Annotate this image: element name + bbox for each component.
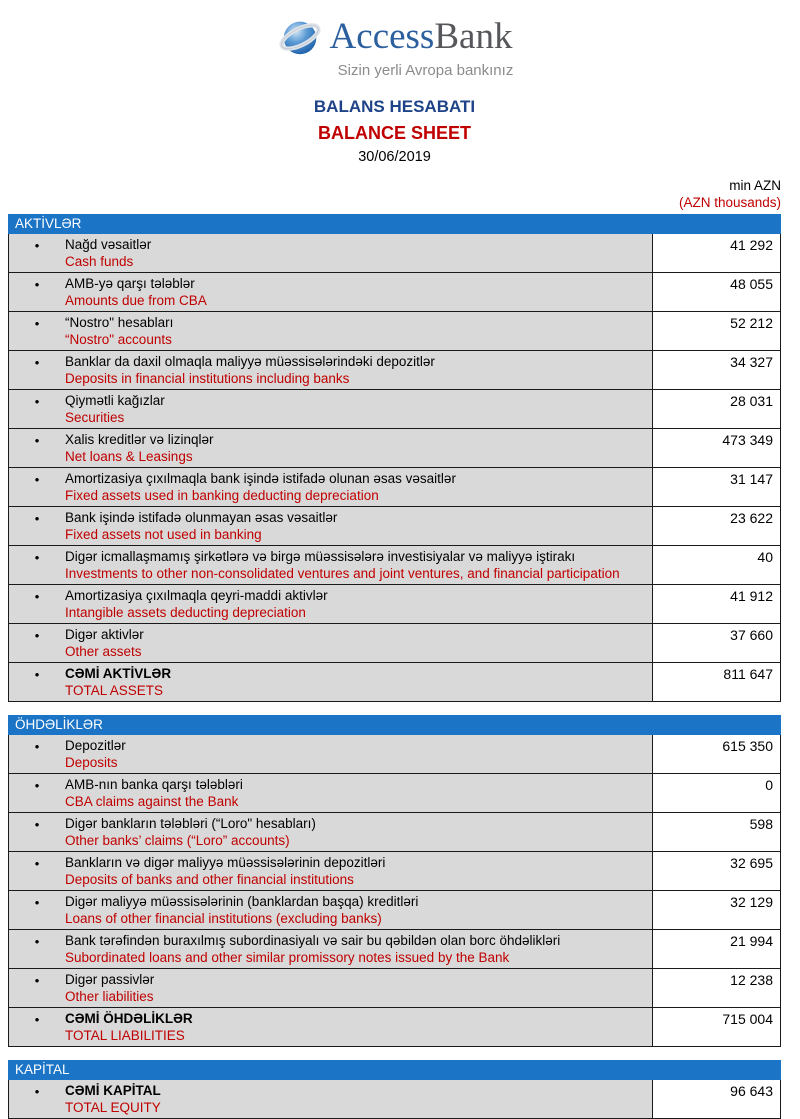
bullet-icon: • [34,628,40,643]
row-texts [65,470,648,504]
row-texts [65,509,648,543]
row-label-english: Cash funds [65,254,134,269]
row-label-cell [9,852,652,890]
bullet-icon: • [34,394,40,409]
row-label-english: TOTAL LIABILITIES [65,1028,185,1043]
bullet-icon: • [34,355,40,370]
row-texts [65,776,648,810]
row-label-azerbaijani: Digər icmallaşmamış şirkətlərə və birgə müəssisələrə investisiyalar və maliyyə iştirakı [65,549,576,564]
row-value: 598 [652,813,780,851]
unit-label-azerbaijani: min AZN [729,178,781,193]
row-label-cell [9,1008,652,1046]
row-label-azerbaijani: Amortizasiya çıxılmaqla qeyri-maddi aktivlər [65,588,328,603]
row-label-azerbaijani: Digər aktivlər [65,627,144,642]
row-label-english: Subordinated loans and other similar promissory notes issued by the Bank [65,950,510,965]
row-label-english: Fixed assets used in banking deducting depreciation [65,488,379,503]
bullet-icon: • [34,667,40,682]
table-row [9,272,780,311]
table-row [9,968,780,1007]
row-label-azerbaijani: Banklar da daxil olmaqla maliyyə müəssisələrindəki depozitlər [65,354,435,369]
row-texts [65,587,648,621]
row-texts [65,854,648,888]
bullet-icon: • [34,778,40,793]
row-texts [65,275,648,309]
brand-tagline: Sizin yerli Avropa bankınız [337,62,514,79]
row-label-english: Net loans & Leasings [65,449,193,464]
section-body [8,1080,781,1119]
report-date: 30/06/2019 [358,149,431,165]
row-value: 28 031 [652,390,780,428]
section-2 [8,1060,781,1119]
row-label-english: Securities [65,410,125,425]
table-row [9,773,780,812]
row-label-english: “Nostro" accounts [65,332,172,347]
row-label-english: CBA claims against the Bank [65,794,239,809]
row-value: 0 [652,774,780,812]
row-label-cell [9,468,652,506]
bullet-icon: • [34,739,40,754]
bullet-icon: • [34,895,40,910]
row-label-azerbaijani: CƏMİ AKTİVLƏR [65,666,172,681]
row-label-cell [9,891,652,929]
table-row [9,389,780,428]
table-row [9,428,780,467]
bullet-icon: • [34,589,40,604]
table-row [9,584,780,623]
row-texts [65,815,648,849]
row-value: 96 643 [652,1080,780,1118]
row-label-azerbaijani: AMB-yə qarşı tələblər [65,276,195,291]
row-label-english: Other liabilities [65,989,154,1004]
table-row [9,506,780,545]
table-row [9,234,780,272]
row-label-azerbaijani: Qiymətli kağızlar [65,393,165,408]
bullet-icon: • [34,1012,40,1027]
row-label-english: Deposits of banks and other financial institutions [65,872,354,887]
row-label-english: Loans of other financial institutions (excluding banks) [65,911,382,926]
table-row [9,623,780,662]
row-value: 811 647 [652,663,780,701]
table-row [9,890,780,929]
row-label-azerbaijani: Bankların və digər maliyyə müəssisələrinin depozitləri [65,855,386,870]
row-texts [65,1010,648,1044]
row-value: 37 660 [652,624,780,662]
globe-icon [277,14,323,60]
row-label-cell [9,813,652,851]
row-label-cell [9,1080,652,1118]
row-label-cell [9,774,652,812]
logo-text-access: Access [329,16,435,57]
table-row [9,851,780,890]
row-label-azerbaijani: Digər bankların tələbləri (“Loro" hesabları) [65,816,316,831]
section-body [8,234,781,702]
row-texts [65,353,648,387]
row-texts [65,971,648,1005]
row-texts [65,665,648,699]
bullet-icon: • [34,277,40,292]
table-row [9,1080,780,1118]
row-label-cell [9,930,652,968]
row-label-cell [9,312,652,350]
section-header: AKTİVLƏR [8,214,781,234]
row-label-cell [9,624,652,662]
row-label-cell [9,507,652,545]
row-value: 12 238 [652,969,780,1007]
section-1 [8,715,781,1047]
row-label-azerbaijani: CƏMİ ÖHDƏLİKLƏR [65,1011,193,1026]
row-value: 41 912 [652,585,780,623]
row-value: 40 [652,546,780,584]
row-label-cell [9,585,652,623]
logo-text [330,15,513,59]
row-label-azerbaijani: Amortizasiya çıxılmaqla bank işində istifadə olunan əsas vəsaitlər [65,471,456,486]
row-label-azerbaijani: Nağd vəsaitlər [65,237,152,252]
row-value: 32 695 [652,852,780,890]
row-label-english: Investments to other non-consolidated ventures and joint ventures, and financial participation [65,566,620,581]
section-header: ÖHDƏLİKLƏR [8,715,781,735]
row-value: 715 004 [652,1008,780,1046]
bullet-icon: • [34,238,40,253]
table-row [9,735,780,773]
row-label-cell [9,273,652,311]
bullet-icon: • [34,511,40,526]
section-header: KAPİTAL [8,1060,781,1080]
bullet-icon: • [34,433,40,448]
bullet-icon: • [34,1084,40,1099]
row-label-azerbaijani: Digər maliyyə müəssisələrinin (banklardan başqa) kreditləri [65,894,419,909]
row-texts [65,893,648,927]
row-label-azerbaijani: Bank tərəfindən buraxılmış subordinasiyalı və sair bu qəbildən olan borc öhdəlikləri [65,933,561,948]
row-texts [65,626,648,660]
row-label-cell [9,351,652,389]
row-label-english: Deposits [65,755,118,770]
document-title-azerbaijani: BALANS HESABATI [313,97,476,116]
row-label-english: Other assets [65,644,142,659]
row-value: 21 994 [652,930,780,968]
bullet-icon: • [34,817,40,832]
row-texts [65,314,648,348]
row-texts [65,1082,648,1116]
row-value: 32 129 [652,891,780,929]
row-label-cell [9,234,652,272]
row-label-english: Other banks’ claims (“Loro” accounts) [65,833,290,848]
row-texts [65,548,648,582]
balance-table [8,214,781,1119]
table-row [9,545,780,584]
bullet-icon: • [34,472,40,487]
row-value: 23 622 [652,507,780,545]
table-row [9,350,780,389]
section-0 [8,214,781,702]
row-value: 31 147 [652,468,780,506]
table-row [9,929,780,968]
row-value: 41 292 [652,234,780,272]
row-label-cell [9,546,652,584]
row-label-azerbaijani: “Nostro" hesabları [65,315,174,330]
bullet-icon: • [34,856,40,871]
row-label-english: Fixed assets not used in banking [65,527,262,542]
row-value: 52 212 [652,312,780,350]
row-label-english: TOTAL EQUITY [65,1100,161,1115]
row-value: 615 350 [652,735,780,773]
bullet-icon: • [34,934,40,949]
row-label-english: TOTAL ASSETS [65,683,164,698]
row-label-azerbaijani: AMB-nın banka qarşı tələbləri [65,777,243,792]
section-body [8,735,781,1047]
row-label-english: Deposits in financial institutions including banks [65,371,350,386]
row-label-cell [9,390,652,428]
bullet-icon: • [34,316,40,331]
table-row [9,467,780,506]
row-label-english: Amounts due from CBA [65,293,207,308]
row-label-cell [9,969,652,1007]
logo-text-bank: Bank [434,16,513,57]
row-label-cell [9,663,652,701]
row-texts [65,932,648,966]
accessbank-logo [8,14,781,60]
table-row [9,311,780,350]
bullet-icon: • [34,550,40,565]
row-texts [65,431,648,465]
row-texts [65,737,648,771]
row-texts [65,236,648,270]
row-label-azerbaijani: Xalis kreditlər və lizinqlər [65,432,214,447]
bullet-icon: • [34,973,40,988]
row-label-cell [9,429,652,467]
row-value: 473 349 [652,429,780,467]
row-value: 34 327 [652,351,780,389]
table-row [9,812,780,851]
unit-label-english: (AZN thousands) [678,195,781,210]
row-label-azerbaijani: CƏMİ KAPİTAL [65,1083,161,1098]
row-label-azerbaijani: Digər passivlər [65,972,155,987]
row-value: 48 055 [652,273,780,311]
table-row [9,1007,780,1046]
row-label-english: Intangible assets deducting depreciation [65,605,306,620]
row-label-cell [9,735,652,773]
row-label-azerbaijani: Depozitlər [65,738,126,753]
row-texts [65,392,648,426]
table-row [9,662,780,701]
row-label-azerbaijani: Bank işində istifadə olunmayan əsas vəsaitlər [65,510,338,525]
units-note [8,177,781,211]
document-title-english: BALANCE SHEET [317,123,471,143]
